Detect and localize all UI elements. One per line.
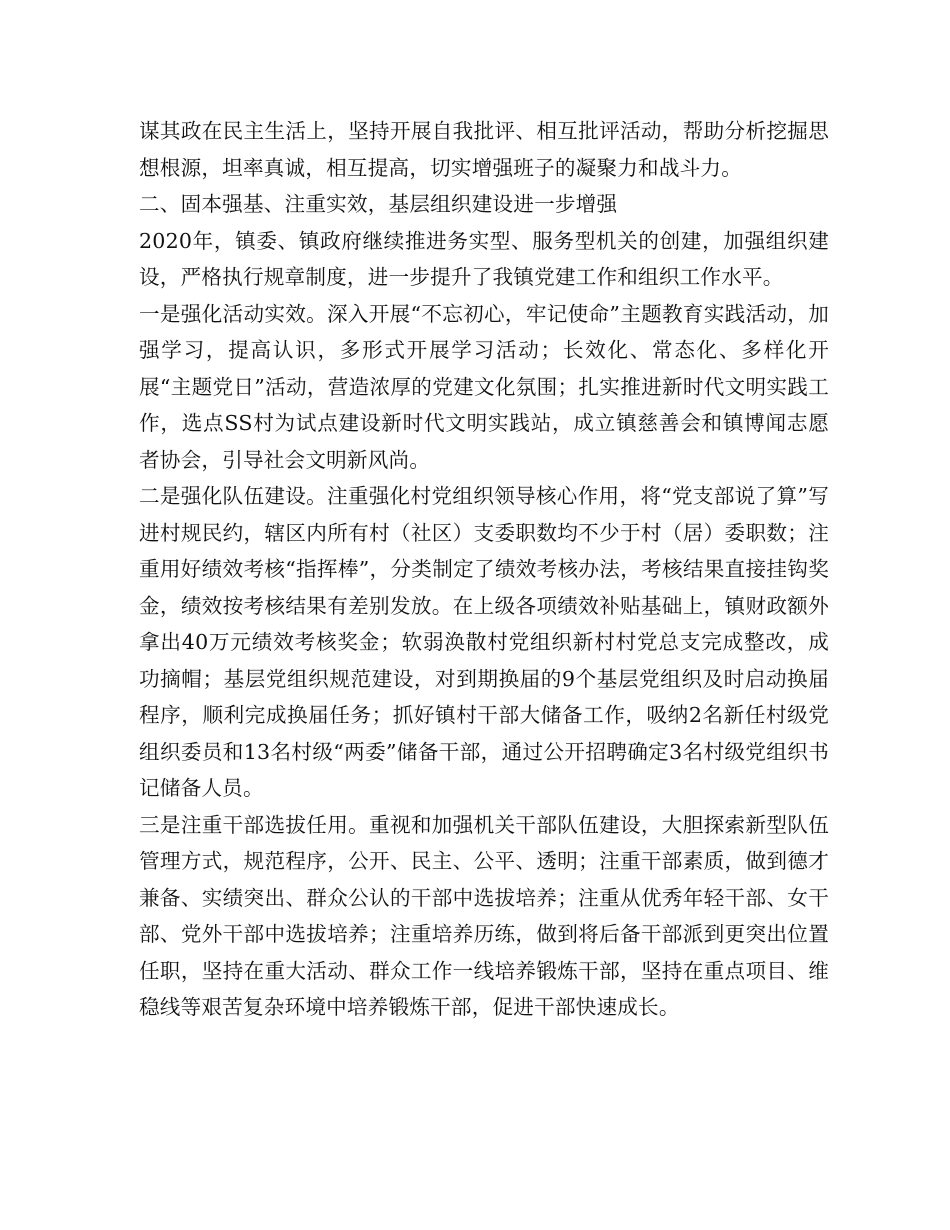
paragraph-2020-overview: 2020年，镇委、镇政府继续推进务实型、服务型机关的创建，加强组织建设，严格执行规章制度，进一步提升了我镇党建工作和组织工作水平。: [139, 228, 829, 289]
paragraph-activity-effectiveness: 一是强化活动实效。深入开展“不忘初心，牢记使命”主题教育实践活动，加强学习，提高认识，多形式开展学习活动；长效化、常态化、多样化开展“主题党日”活动，营造浓厚的党建文化氛围；扎实推进新时代文明实践工作，选点SS村为试点建设新时代文明实践站，成立镇慈善会和镇博闻志愿者协会，引导社会文明新风尚。: [139, 301, 829, 472]
paragraph-leadership-summary: 谋其政在民主生活上，坚持开展自我批评、相互批评活动，帮助分析挖掘思想根源，坦率真诚，相互提高，切实增强班子的凝聚力和战斗力。: [139, 119, 829, 180]
paragraph-team-building: 二是强化队伍建设。注重强化村党组织领导核心作用，将“党支部说了算”写进村规民约，辖区内所有村（社区）支委职数均不少于村（居）委职数；注重用好绩效考核“指挥棒”，分类制定了绩效考核办法，考核结果直接挂钩奖金，绩效按考核结果有差别发放。在上级各项绩效补贴基础上，镇财政额外拿出40万元绩效考核奖金；软弱涣散村党组织新村村党总支完成整改，成功摘帽；基层党组织规范建设，对到期换届的9个基层党组织及时启动换届程序，顺利完成换届任务；抓好镇村干部大储备工作，吸纳2名新任村级党组织委员和13名村级“两委”储备干部，通过公开招聘确定3名村级党组织书记储备人员。: [139, 484, 829, 800]
section-heading-grassroots: 二、固本强基、注重实效，基层组织建设进一步增强: [139, 192, 618, 216]
document-body: [139, 113, 829, 1026]
paragraph-cadre-selection: 三是注重干部选拔任用。重视和加强机关干部队伍建设，大胆探索新型队伍管理方式，规范程序，公开、民主、公平、透明；注重干部素质，做到德才兼备、实绩突出、群众公认的干部中选拔培养；注重从优秀年轻干部、女干部、党外干部中选拔培养；注重培养历练，做到将后备干部派到更突出位置任职，坚持在重大活动、群众工作一线培养锻炼干部，坚持在重点项目、维稳线等艰苦复杂环境中培养锻炼干部，促进干部快速成长。: [139, 812, 829, 1019]
